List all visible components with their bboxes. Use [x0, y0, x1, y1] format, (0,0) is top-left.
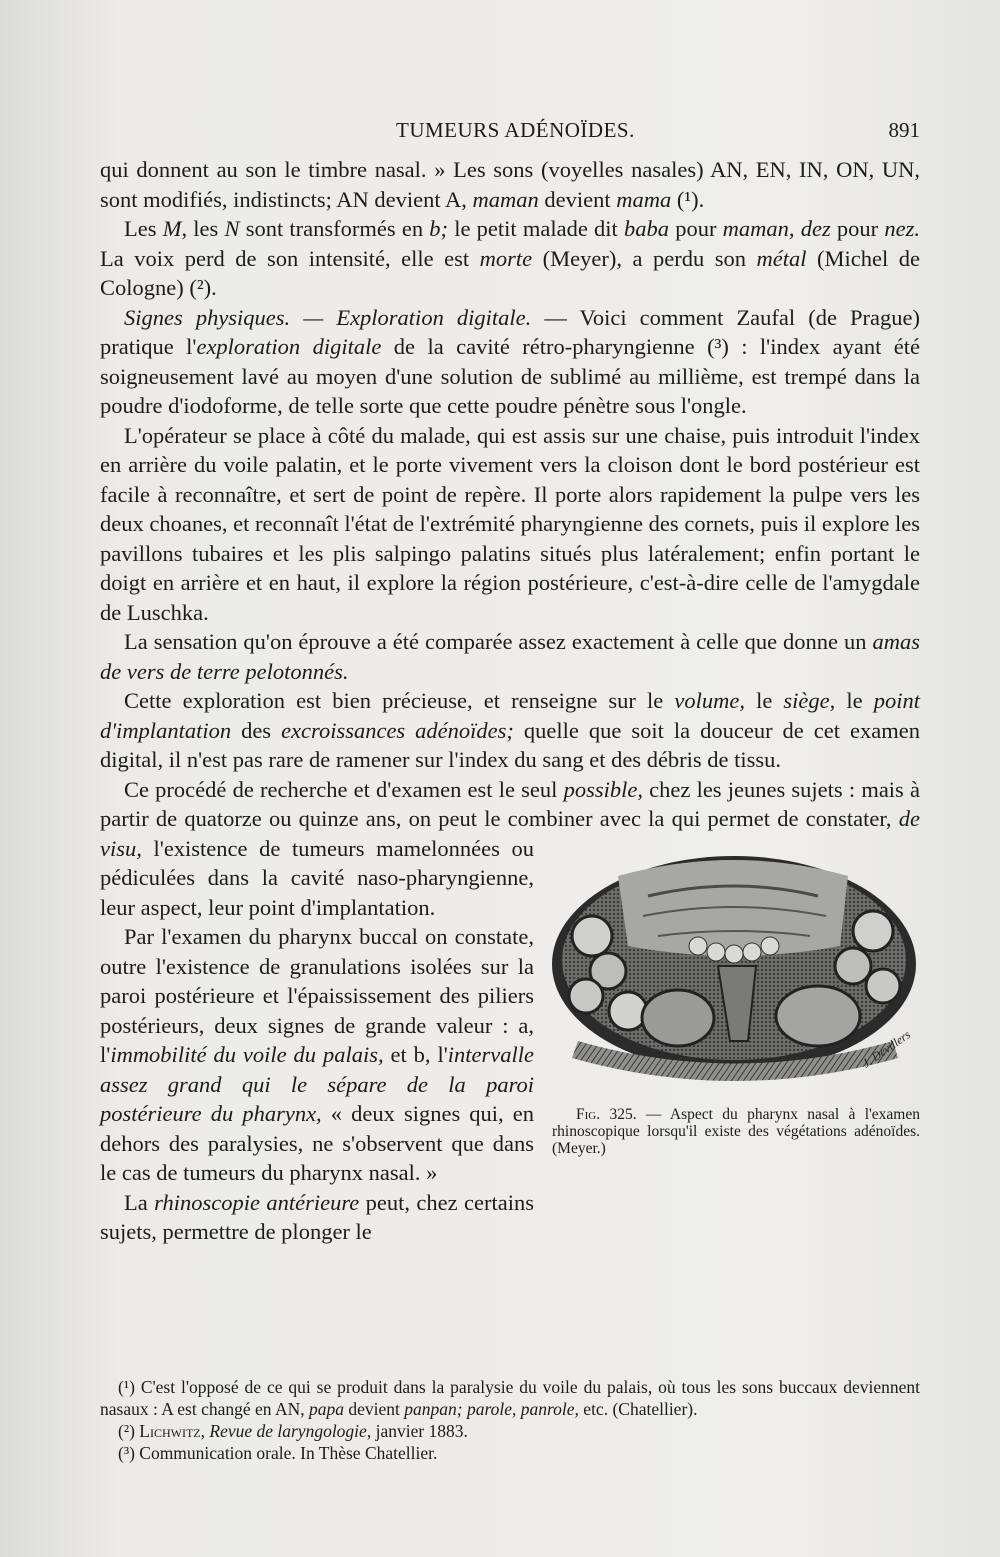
figure: [548, 836, 920, 1198]
paragraph: Ce procédé de recherche et d'examen est le seul possible, chez les jeunes sujets : mais à partir de quatorze ou quinze ans, on peut le combiner avec la J. Devillers Fig. 325. — Aspect du pharynx nasal à l'examen rhinoscopique lorsqu'il existe des végétations adénoïdes. (Meyer.) qui permet de constater, de visu, l'existence de tumeurs mamelonnées ou pédiculées dans la cavité naso-pharyngienne, leur aspect, leur point d'implantation.: [100, 775, 920, 923]
footnote-1: (¹) C'est l'opposé de ce qui se produit dans la paralysie du voile du palais, où tous les sons buccaux deviennent nasaux : A est changé en AN, papa devient panpan; parole, panrole, etc. (Chatellier).: [100, 1377, 920, 1419]
footnote-3: (³) Communication orale. In Thèse Chatellier.: [118, 1443, 438, 1463]
body-text: [100, 155, 920, 1247]
paragraph: La sensation qu'on éprouve a été comparée assez exactement à celle que donne un amas de vers de terre pelotonnés.: [100, 629, 920, 684]
page-header: [100, 118, 920, 148]
paragraph: Par l'examen du pharynx buccal on constate, outre l'existence de granulations isolées sur la paroi postérieure et l'épaississement des piliers postérieurs, deux signes de grande valeur : a, l'immobilité du voile du palais, et b, l'intervalle assez grand qui le sépare de la paroi postérieure du pharynx, « deux signes qui, en dehors des paralysies, ne s'observent que dans le cas de tumeurs du pharynx nasal. »: [100, 924, 534, 1185]
running-title: TUMEURS ADÉNOÏDES.: [396, 118, 635, 142]
paragraph: La rhinoscopie antérieure peut, chez certains sujets, permettre de plonger le: [100, 1189, 534, 1244]
figure-caption: Fig. 325. — Aspect du pharynx nasal à l'examen rhinoscopique lorsqu'il existe des végétations adénoïdes. (Meyer.): [552, 1105, 920, 1157]
paragraph: Cette exploration est bien précieuse, et renseigne sur le volume, le siège, le point d'implantation des excroissances adénoïdes; quelle que soit la douceur de cet examen digital, il n'est pas rare de ramener sur l'index du sang et des débris de tissu.: [100, 688, 920, 772]
footnote-2: (²) Lichwitz, Revue de laryngologie, janvier 1883.: [118, 1421, 468, 1441]
section-heading: Signes physiques. — Exploration digitale.: [124, 304, 532, 330]
illustrator-signature: J. Devillers: [859, 1026, 914, 1070]
page-number: 891: [888, 118, 920, 142]
paragraph: Signes physiques. — Exploration digitale. — Voici comment Zaufal (de Prague) pratique l'exploration digitale de la cavité rétro-pharyngienne (³) : l'index ayant été soigneusement lavé au moyen d'une solution de sublimé au millième, est trempé dans la poudre d'iodoforme, de telle sorte que cette poudre pénètre sous l'ongle.: [100, 304, 920, 418]
figure-label: Fig. 325.: [576, 1105, 637, 1123]
pharynx-illustration: [548, 836, 920, 1098]
paragraph: qui donnent au son le timbre nasal. » Les sons (voyelles nasales) AN, EN, IN, ON, UN, sont modifiés, indistincts; AN devient A, maman devient mama (¹).: [100, 157, 920, 212]
paragraph: Les M, les N sont transformés en b; le petit malade dit baba pour maman, dez pour nez. La voix perd de son intensité, elle est morte (Meyer), a perdu son métal (Michel de Cologne) (²).: [100, 216, 921, 300]
footnotes: [100, 1376, 920, 1464]
paragraph: L'opérateur se place à côté du malade, qui est assis sur une chaise, puis introduit l'index en arrière du voile palatin, et le porte vivement vers la cloison dont le bord postérieur est facile à reconnaître, et sert de point de repère. Il porte alors rapidement la pulpe vers les deux choanes, et reconnaît l'état de l'extrémité pharyngienne des cornets, puis il explore les pavillons tubaires et les plis salpingo palatins situés plus latéralement; enfin portant le doigt en arrière et en haut, il explore la région postérieure, c'est-à-dire celle de l'amygdale de Luschka.: [100, 422, 920, 625]
